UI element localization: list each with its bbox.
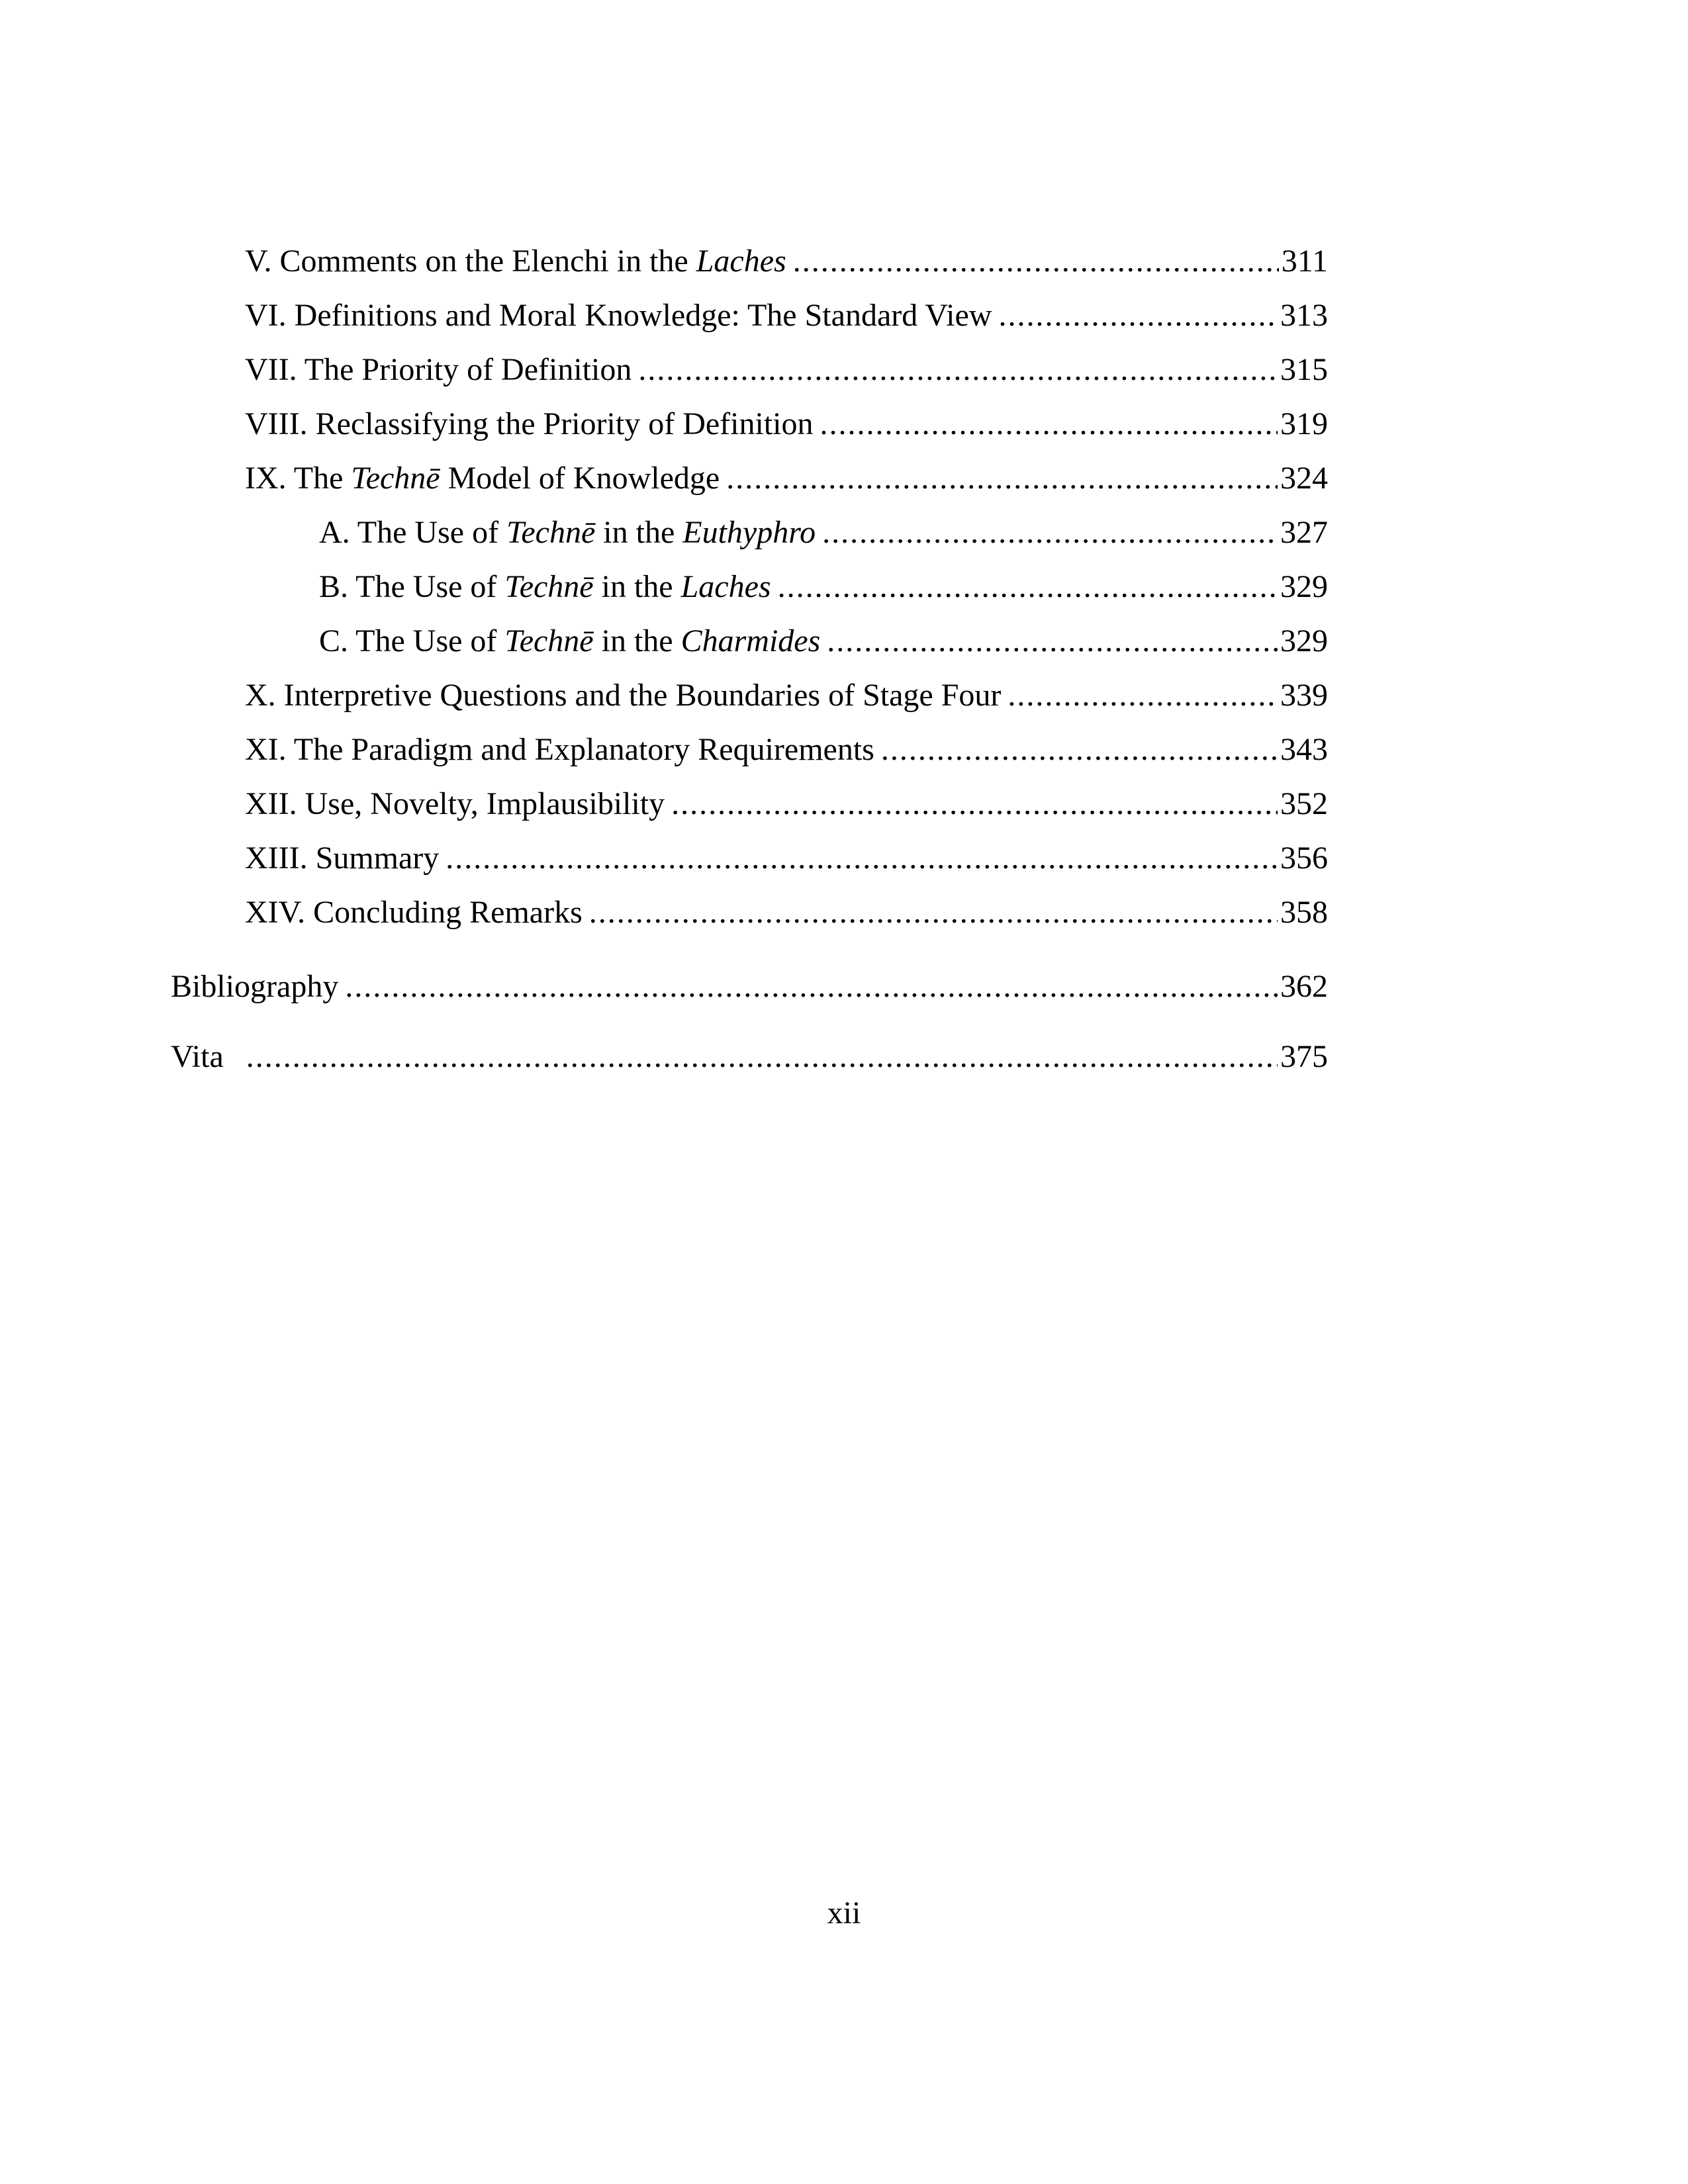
dot-leader — [881, 731, 1278, 768]
table-of-contents — [245, 242, 1328, 948]
toc-entry-title: IX. The Technē Model of Knowledge — [245, 461, 720, 496]
dot-leader — [793, 242, 1279, 280]
dot-leader — [726, 459, 1278, 497]
toc-entry-title: VII. The Priority of Definition — [245, 352, 632, 387]
toc-entry-page: 356 — [1280, 841, 1328, 876]
toc-entry-title: VI. Definitions and Moral Knowledge: The Standard View — [245, 298, 992, 333]
dot-leader — [589, 893, 1278, 931]
toc-entry-title: A. The Use of Technē in the Euthyphro — [319, 515, 816, 550]
toc-entry-page: 339 — [1280, 678, 1328, 713]
toc-entry-title: C. The Use of Technē in the Charmides — [319, 623, 821, 659]
dot-leader — [445, 839, 1278, 877]
toc-entry[interactable] — [245, 351, 1328, 405]
toc-entry[interactable] — [245, 242, 1328, 296]
toc-entry-title: V. Comments on the Elenchi in the Laches — [245, 244, 786, 279]
toc-entry[interactable] — [245, 459, 1328, 514]
toc-entry-vita[interactable] — [171, 1038, 1328, 1092]
toc-entry-page: 358 — [1280, 895, 1328, 930]
toc-subentry[interactable] — [245, 622, 1328, 676]
toc-entry-page: 311 — [1281, 244, 1328, 279]
page-number: xii — [827, 1895, 861, 1931]
toc-entry-page: 327 — [1280, 515, 1328, 550]
toc-entry[interactable] — [245, 405, 1328, 459]
toc-entry-page: 352 — [1280, 786, 1328, 821]
toc-entry[interactable] — [245, 839, 1328, 893]
dot-leader — [998, 296, 1278, 334]
toc-entry-title: XI. The Paradigm and Explanatory Requirements — [245, 732, 874, 767]
toc-entry-title: X. Interpretive Questions and the Boundaries of Stage Four — [245, 678, 1002, 713]
dot-leader — [246, 1038, 1278, 1075]
toc-entry-title: XIV. Concluding Remarks — [245, 895, 583, 930]
dot-leader — [1008, 676, 1278, 714]
toc-entry-page: 319 — [1280, 406, 1328, 441]
dot-leader — [345, 968, 1278, 1005]
toc-entry[interactable] — [245, 296, 1328, 351]
toc-entry-page: 313 — [1280, 298, 1328, 333]
dot-leader — [638, 351, 1278, 388]
toc-entry-page: 343 — [1280, 732, 1328, 767]
toc-entry-page: 329 — [1280, 623, 1328, 659]
dot-leader — [827, 622, 1278, 660]
toc-entry-title: Vita — [171, 1039, 224, 1074]
toc-entry-page: 375 — [1280, 1039, 1328, 1074]
dot-leader — [820, 405, 1278, 443]
toc-entry-title: VIII. Reclassifying the Priority of Definition — [245, 406, 814, 441]
dot-leader — [778, 568, 1278, 606]
toc-entry-title: XII. Use, Novelty, Implausibility — [245, 786, 665, 821]
toc-entry[interactable] — [245, 785, 1328, 839]
toc-subentry[interactable] — [245, 514, 1328, 568]
toc-entry-title: B. The Use of Technē in the Laches — [319, 569, 771, 604]
toc-entry-title: XIII. Summary — [245, 841, 440, 876]
toc-entry[interactable] — [245, 731, 1328, 785]
table-of-contents-backmatter — [171, 968, 1328, 1092]
toc-entry-page: 362 — [1280, 969, 1328, 1004]
dot-leader — [671, 785, 1278, 823]
toc-entry-bibliography[interactable] — [171, 968, 1328, 1022]
toc-entry[interactable] — [245, 676, 1328, 731]
toc-entry-page: 329 — [1280, 569, 1328, 604]
dot-leader — [822, 514, 1278, 551]
toc-entry-title: Bibliography — [171, 969, 339, 1004]
toc-entry-page: 315 — [1280, 352, 1328, 387]
toc-subentry[interactable] — [245, 568, 1328, 622]
toc-entry[interactable] — [245, 893, 1328, 948]
toc-entry-page: 324 — [1280, 461, 1328, 496]
